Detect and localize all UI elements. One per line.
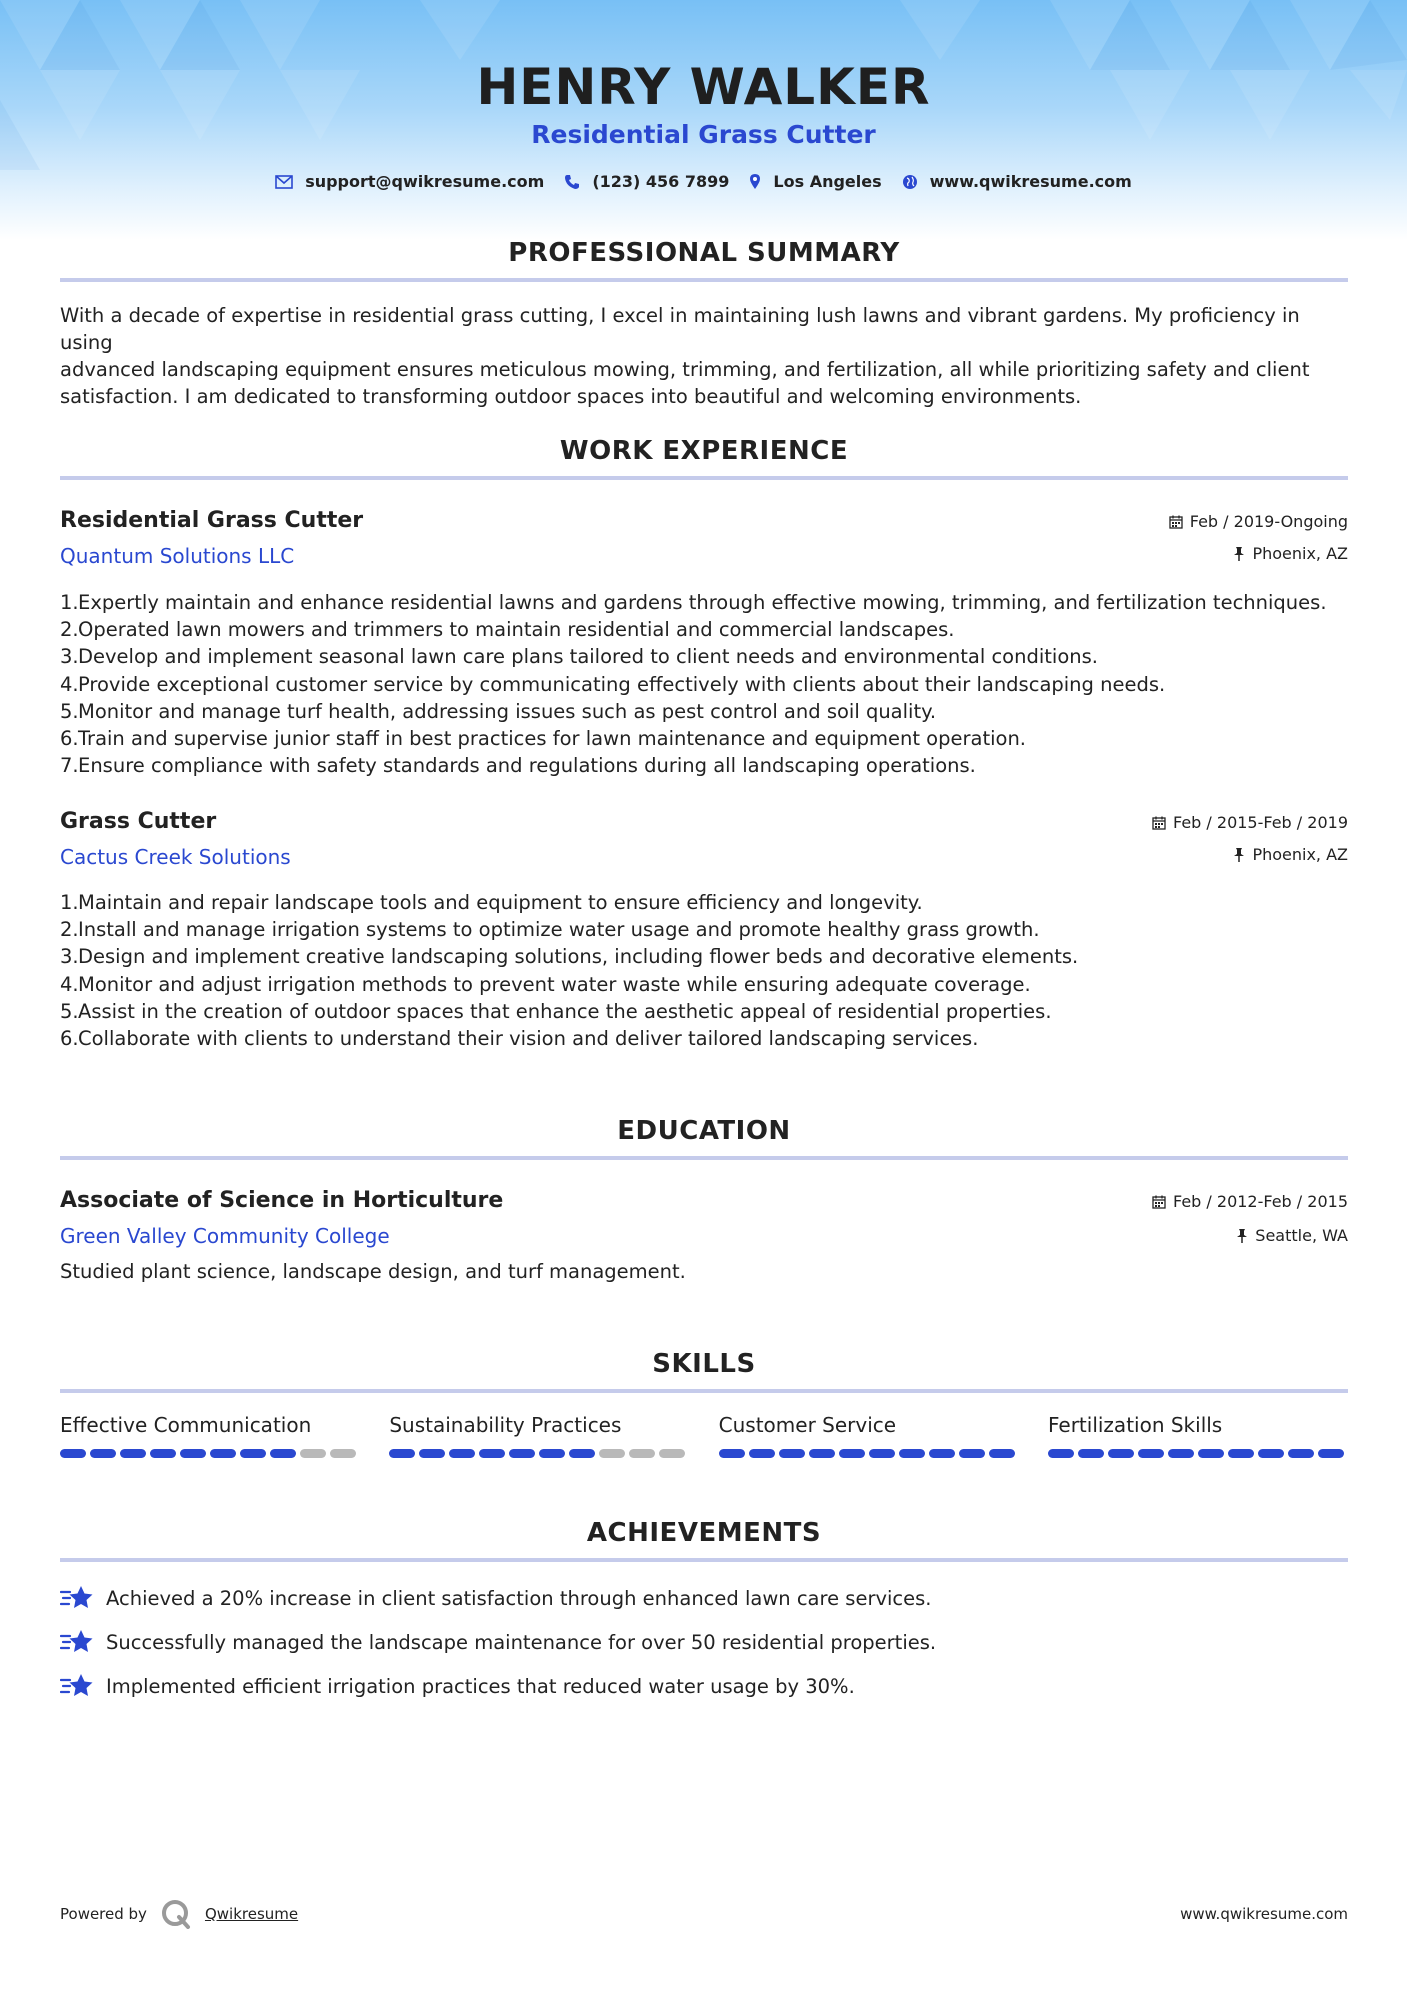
calendar-icon xyxy=(1152,816,1166,830)
list-number: 6. xyxy=(60,1027,79,1051)
summary-line: advanced landscaping equipment ensures meticulous mowing, trimming, and fertilization, all while prioritizing safety and client xyxy=(60,358,1310,381)
skill-item xyxy=(389,1413,689,1458)
job-title: Residential Grass Cutter xyxy=(60,508,364,533)
list-item xyxy=(60,943,1348,970)
section-divider xyxy=(60,1558,1348,1562)
footer xyxy=(60,1896,1348,1932)
education-date-text: Feb / 2012-Feb / 2015 xyxy=(1173,1192,1348,1211)
job-company: Quantum Solutions LLC xyxy=(60,544,295,568)
summary-line: With a decade of expertise in residential grass cutting, I excel in maintaining lush lawns and vibrant gardens. My proficiency in using xyxy=(60,304,1300,354)
job-date-text: Feb / 2019-Ongoing xyxy=(1189,512,1348,531)
skill-segment-filled xyxy=(210,1449,236,1458)
list-text: Expertly maintain and enhance residential lawns and gardens through effective mowing, trimming, and fertilization techniques. xyxy=(78,591,1327,614)
list-item xyxy=(60,1025,1348,1052)
duty-list xyxy=(60,589,1348,779)
list-text: Operated lawn mowers and trimmers to maintain residential and commercial landscapes. xyxy=(78,618,955,642)
summary-line: satisfaction. I am dedicated to transforming outdoor spaces into beautiful and welcoming environments. xyxy=(60,385,1082,408)
contact-phone[interactable] xyxy=(564,172,729,191)
list-item xyxy=(60,589,1348,616)
skill-level-bar xyxy=(719,1449,1019,1458)
skill-segment-filled xyxy=(150,1449,176,1458)
achievements-section xyxy=(60,1518,1348,1708)
achievement-item xyxy=(60,1620,1348,1664)
list-number: 5. xyxy=(60,699,79,723)
list-item xyxy=(60,643,1348,670)
skill-segment-empty xyxy=(330,1449,356,1458)
list-item xyxy=(60,916,1348,943)
list-number: 3. xyxy=(60,945,79,969)
achievement-list xyxy=(60,1576,1348,1708)
school-name: Green Valley Community College xyxy=(60,1224,390,1248)
skill-segment-filled xyxy=(1048,1449,1074,1458)
skill-segment-filled xyxy=(749,1449,775,1458)
skill-segment-filled xyxy=(1258,1449,1284,1458)
list-text: Design and implement creative landscaping solutions, including flower beds and decorative elements. xyxy=(78,945,1079,969)
skill-segment-filled xyxy=(959,1449,985,1458)
section-divider xyxy=(60,476,1348,480)
phone-icon xyxy=(564,174,580,190)
list-text: Install and manage irrigation systems to optimize water usage and promote healthy grass growth. xyxy=(78,918,1040,942)
skill-segment-filled xyxy=(539,1449,565,1458)
section-divider xyxy=(60,278,1348,282)
education-section xyxy=(60,1116,1348,1160)
calendar-icon xyxy=(1152,1195,1166,1209)
job-title: Grass Cutter xyxy=(60,809,217,834)
list-item xyxy=(60,752,1348,779)
skill-segment-filled xyxy=(1288,1449,1314,1458)
skill-segment-filled xyxy=(389,1449,415,1458)
achievement-item xyxy=(60,1664,1348,1708)
powered-by-label: Powered by xyxy=(60,1905,147,1923)
skill-segment-filled xyxy=(1078,1449,1104,1458)
skill-segment-empty xyxy=(629,1449,655,1458)
website-text: www.qwikresume.com xyxy=(929,172,1132,191)
skill-segment-filled xyxy=(509,1449,535,1458)
list-text: Develop and implement seasonal lawn care plans tailored to client needs and environmental conditions. xyxy=(78,645,1098,669)
skill-segment-filled xyxy=(1198,1449,1224,1458)
pushpin-icon xyxy=(1233,547,1245,561)
envelope-icon xyxy=(275,175,293,189)
skill-segment-filled xyxy=(809,1449,835,1458)
skill-segment-filled xyxy=(929,1449,955,1458)
skills-grid xyxy=(60,1413,1348,1458)
education-entry xyxy=(60,1188,1348,1283)
skill-item xyxy=(719,1413,1019,1458)
skill-segment-empty xyxy=(599,1449,625,1458)
skill-segment-filled xyxy=(869,1449,895,1458)
education-header xyxy=(60,1188,1348,1252)
list-number: 4. xyxy=(60,972,79,996)
list-text: Monitor and manage turf health, addressing issues such as pest control and soil quality. xyxy=(78,699,937,723)
skill-segment-filled xyxy=(60,1449,86,1458)
map-pin-icon xyxy=(749,173,761,190)
skill-segment-empty xyxy=(300,1449,326,1458)
education-date xyxy=(1152,1192,1348,1211)
summary-heading: PROFESSIONAL SUMMARY xyxy=(508,238,900,268)
list-item xyxy=(60,725,1348,752)
list-number: 5. xyxy=(60,999,79,1023)
achievement-text: Achieved a 20% increase in client satisfaction through enhanced lawn care services. xyxy=(106,1586,932,1610)
skill-segment-filled xyxy=(839,1449,865,1458)
contact-website[interactable] xyxy=(902,172,1132,191)
skill-segment-filled xyxy=(569,1449,595,1458)
contact-email[interactable] xyxy=(275,172,544,191)
list-text: Collaborate with clients to understand their vision and deliver tailored landscaping services. xyxy=(78,1027,979,1051)
list-item xyxy=(60,616,1348,643)
qwikresume-logo-icon xyxy=(161,1899,191,1929)
skills-heading: SKILLS xyxy=(652,1349,756,1379)
list-item xyxy=(60,889,1348,916)
summary-text xyxy=(60,302,1348,410)
job-date xyxy=(1169,512,1348,531)
summary-section xyxy=(60,238,1348,410)
skills-section xyxy=(60,1349,1348,1458)
skill-segment-filled xyxy=(270,1449,296,1458)
list-number: 4. xyxy=(60,672,79,696)
list-item xyxy=(60,698,1348,725)
education-description: Studied plant science, landscape design, and turf management. xyxy=(60,1260,686,1283)
skill-segment-filled xyxy=(240,1449,266,1458)
pushpin-icon xyxy=(1236,1229,1248,1243)
list-number: 7. xyxy=(60,754,79,778)
section-divider xyxy=(60,1389,1348,1393)
job-location xyxy=(1233,544,1348,563)
skill-item xyxy=(1048,1413,1348,1458)
shooting-star-icon xyxy=(60,1671,94,1701)
skill-item xyxy=(60,1413,360,1458)
skill-name: Sustainability Practices xyxy=(389,1413,622,1437)
list-item xyxy=(60,671,1348,698)
education-location xyxy=(1236,1226,1348,1245)
list-text: Provide exceptional customer service by communicating effectively with clients about their landscaping needs. xyxy=(78,672,1166,696)
skill-name: Customer Service xyxy=(718,1413,897,1437)
skill-segment-filled xyxy=(779,1449,805,1458)
skill-segment-filled xyxy=(419,1449,445,1458)
skill-level-bar xyxy=(60,1449,360,1458)
degree-title: Associate of Science in Horticulture xyxy=(60,1188,504,1213)
list-number: 2. xyxy=(60,918,79,942)
experience-section xyxy=(60,436,1348,480)
contact-location xyxy=(749,172,881,191)
achievement-item xyxy=(60,1576,1348,1620)
job-header xyxy=(60,508,1348,568)
list-text: Train and supervise junior staff in best practices for lawn maintenance and equipment operation. xyxy=(78,727,1027,751)
skill-segment-filled xyxy=(479,1449,505,1458)
list-text: Maintain and repair landscape tools and equipment to ensure efficiency and longevity. xyxy=(78,891,923,914)
contact-bar xyxy=(0,172,1407,191)
job-location-text: Phoenix, AZ xyxy=(1252,845,1348,864)
achievements-heading: ACHIEVEMENTS xyxy=(586,1518,822,1548)
skill-segment-filled xyxy=(899,1449,925,1458)
list-number: 1. xyxy=(60,591,79,614)
email-text: support@qwikresume.com xyxy=(305,172,545,191)
job-date xyxy=(1152,813,1348,832)
skill-segment-filled xyxy=(989,1449,1015,1458)
education-location-text: Seattle, WA xyxy=(1255,1226,1348,1245)
qwikresume-link[interactable]: Qwikresume xyxy=(204,1905,299,1923)
job-company: Cactus Creek Solutions xyxy=(60,845,291,869)
footer-website-link[interactable]: www.qwikresume.com xyxy=(1180,1905,1348,1923)
job-entry xyxy=(60,508,1348,779)
skill-segment-filled xyxy=(120,1449,146,1458)
list-number: 1. xyxy=(60,891,79,914)
skill-level-bar xyxy=(389,1449,689,1458)
calendar-icon xyxy=(1169,515,1183,529)
candidate-title: Residential Grass Cutter xyxy=(531,120,876,149)
skill-segment-filled xyxy=(1168,1449,1194,1458)
shooting-star-icon xyxy=(60,1627,94,1657)
job-entry xyxy=(60,809,1348,1052)
list-number: 6. xyxy=(60,727,79,751)
list-text: Assist in the creation of outdoor spaces that enhance the aesthetic appeal of residential properties. xyxy=(78,999,1052,1023)
achievement-text: Implemented efficient irrigation practices that reduced water usage by 30%. xyxy=(106,1674,855,1698)
skill-segment-filled xyxy=(1228,1449,1254,1458)
job-header xyxy=(60,809,1348,869)
skill-segment-filled xyxy=(719,1449,745,1458)
skill-level-bar xyxy=(1048,1449,1348,1458)
job-location xyxy=(1233,845,1348,864)
section-divider xyxy=(60,1156,1348,1160)
list-item xyxy=(60,971,1348,998)
skill-segment-empty xyxy=(659,1449,685,1458)
education-heading: EDUCATION xyxy=(617,1116,791,1146)
skill-segment-filled xyxy=(449,1449,475,1458)
list-text: Ensure compliance with safety standards and regulations during all landscaping operations. xyxy=(78,754,976,778)
list-number: 3. xyxy=(60,645,79,669)
list-number: 2. xyxy=(60,618,79,642)
globe-icon xyxy=(902,174,918,190)
pushpin-icon xyxy=(1233,848,1245,862)
job-date-text: Feb / 2015-Feb / 2019 xyxy=(1173,813,1348,832)
skill-segment-filled xyxy=(90,1449,116,1458)
skill-segment-filled xyxy=(1108,1449,1134,1458)
phone-text: (123) 456 7899 xyxy=(592,172,730,191)
skill-segment-filled xyxy=(180,1449,206,1458)
shooting-star-icon xyxy=(60,1583,94,1613)
location-text: Los Angeles xyxy=(773,172,882,191)
list-item xyxy=(60,998,1348,1025)
list-text: Monitor and adjust irrigation methods to prevent water waste while ensuring adequate coverage. xyxy=(78,972,1031,996)
header-banner xyxy=(0,0,1407,240)
skill-name: Effective Communication xyxy=(60,1413,312,1437)
candidate-name: HENRY WALKER xyxy=(476,58,931,116)
skill-name: Fertilization Skills xyxy=(1047,1413,1223,1437)
skill-segment-filled xyxy=(1318,1449,1344,1458)
achievement-text: Successfully managed the landscape maintenance for over 50 residential properties. xyxy=(106,1630,937,1654)
skill-segment-filled xyxy=(1138,1449,1164,1458)
experience-heading: WORK EXPERIENCE xyxy=(559,436,849,466)
duty-list xyxy=(60,889,1348,1052)
job-location-text: Phoenix, AZ xyxy=(1252,544,1348,563)
